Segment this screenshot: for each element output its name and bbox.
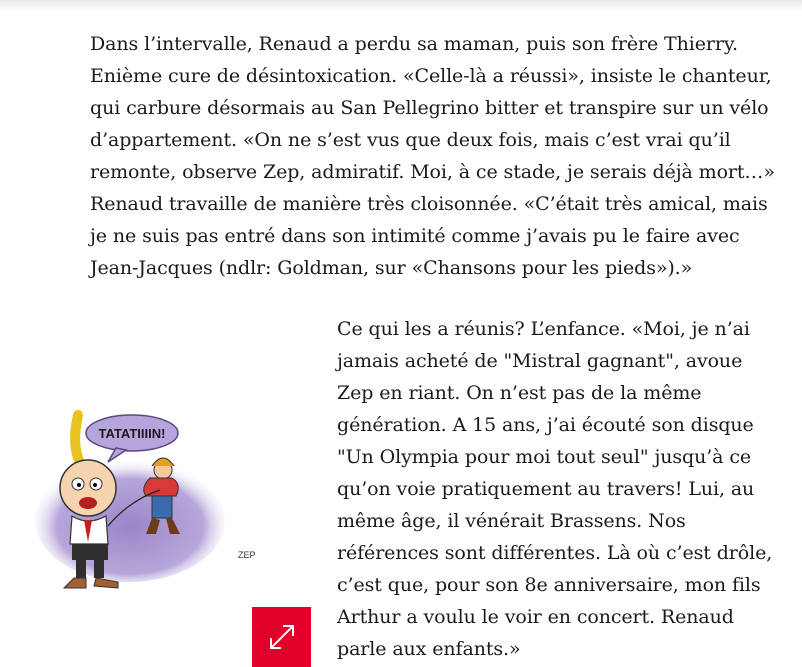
article-paragraph: Ce qui les a réunis? L’enfance. «Moi, je n’ai jamais acheté de "Mistral gagnant", avoue Zep en riant. On n’est pas de la même génération. A 15 ans, j’ai écouté son disque "Un Olympia pour moi tout seul" jusqu’à ce qu’on voie pratiquement au travers! Lui, au même âge, il vénérait Brassens. Nos références sont différentes. Là où c’est drôle, c’est que, pour son 8e anniversaire, mon fils Arthur a voulu le voir en concert. Renaud parle aux enfants.» xyxy=(337,318,773,660)
expand-arrows-icon xyxy=(267,622,297,652)
top-shadow xyxy=(0,0,802,10)
expand-image-button[interactable] xyxy=(252,607,311,667)
article-paragraph: Dans l’intervalle, Renaud a perdu sa maman, puis son frère Thierry. Enième cure de désintoxication. «Celle-là a réussi», insiste le chanteur, qui carbure désormais au San Pellegrino bitter et transpire sur un vélo d’appartement. «On ne s’est vus que deux fois, mais c’est vrai qu’il remonte, observe Zep, admiratif. Moi, à ce stade, je serais déjà mort…» Renaud travaille de manière très cloisonnée. «C’était très amical, mais je ne suis pas entré dans son intimité comme j’avais pu le faire avec Jean-Jacques (ndlr: Goldman, sur «Chansons pour les pieds»).» xyxy=(90,33,775,279)
speech-bubble-text: TATATIIIIN! xyxy=(98,426,166,441)
artist-signature: ZEP xyxy=(238,550,256,560)
